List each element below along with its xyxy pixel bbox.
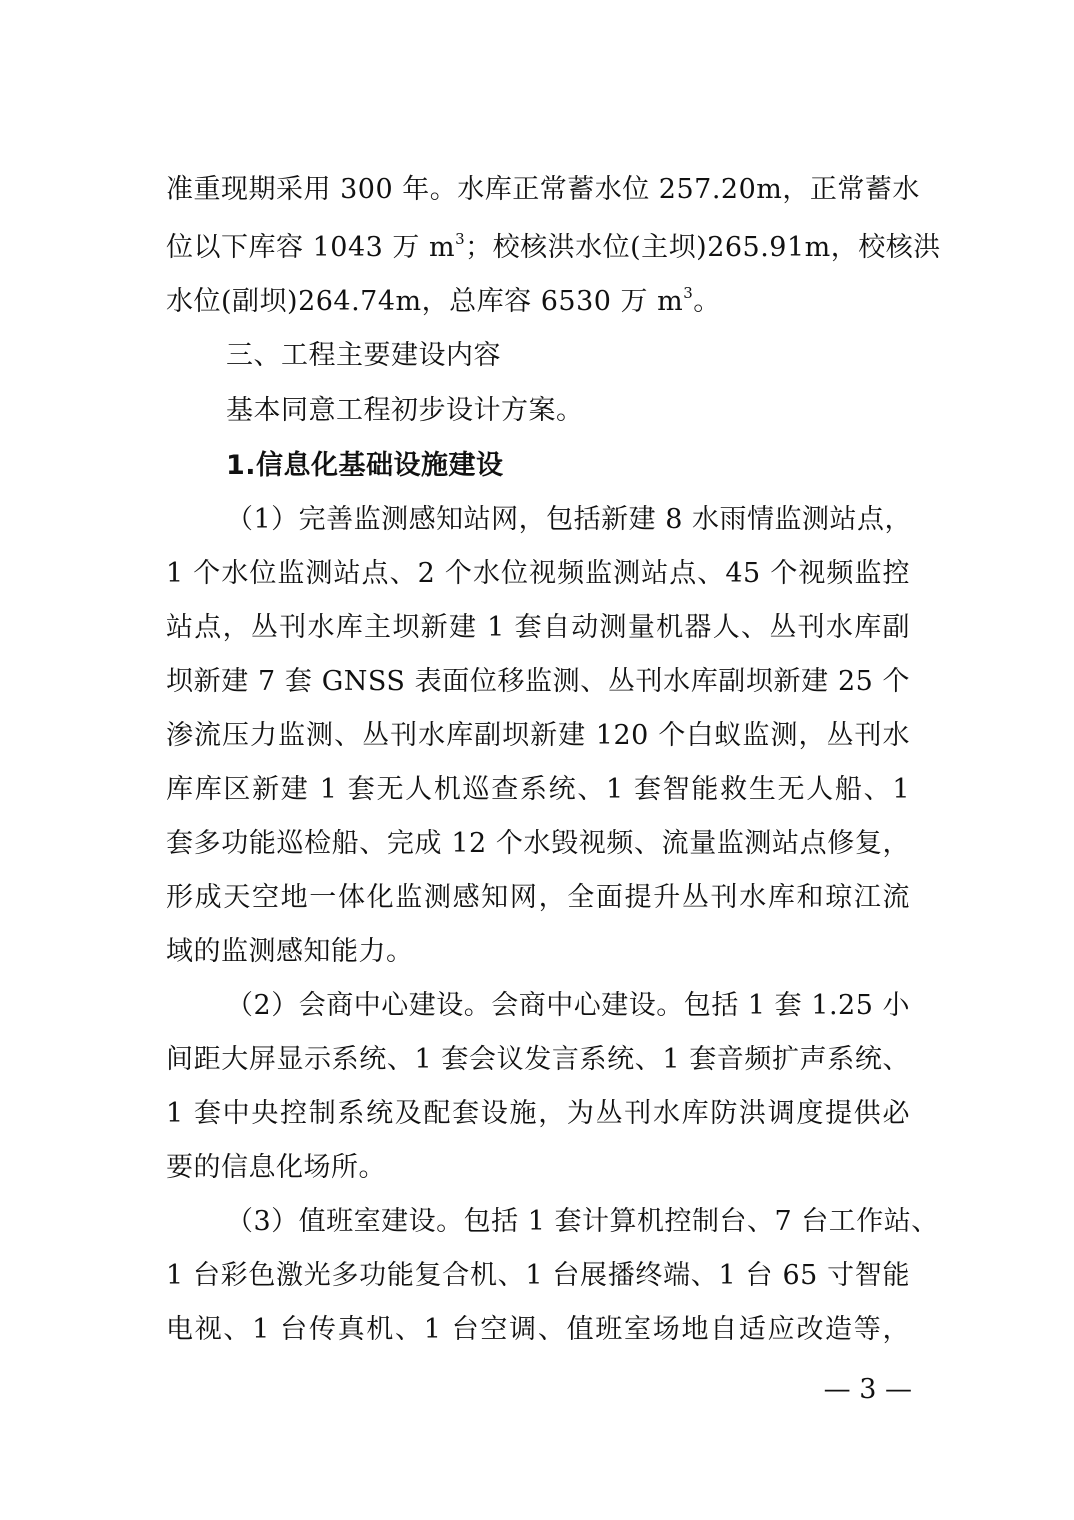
item1-line: 1 个水位监测站点、2 个水位视频监测站点、45 个视频监控 bbox=[166, 558, 910, 589]
intro-line-3-text-post: 。 bbox=[693, 286, 721, 317]
item1-line: 库库区新建 1 套无人机巡查系统、1 套智能救生无人船、1 bbox=[166, 774, 910, 805]
item1-line: 域的监测感知能力。 bbox=[166, 936, 414, 967]
item1-line: 形成天空地一体化监测感知网，全面提升丛刊水库和琼江流 bbox=[166, 882, 910, 913]
intro-line-2-text-post: ；校核洪水位(主坝)265.91m，校核洪 bbox=[465, 232, 941, 263]
intro-line-2-text-pre: 位以下库容 1043 万 m bbox=[166, 232, 456, 263]
item3-line: 电视、1 台传真机、1 台空调、值班室场地自适应改造等， bbox=[166, 1314, 910, 1345]
intro-line-3 bbox=[166, 282, 910, 322]
item1-line: 坝新建 7 套 GNSS 表面位移监测、丛刊水库副坝新建 25 个 bbox=[166, 666, 910, 697]
item3-line: 1 台彩色激光多功能复合机、1 台展播终端、1 台 65 寸智能 bbox=[166, 1260, 910, 1291]
section-heading: 三、工程主要建设内容 bbox=[226, 340, 501, 371]
superscript-3: 3 bbox=[455, 230, 466, 248]
item2-line: （2）会商中心建设。会商中心建设。包括 1 套 1.25 小 bbox=[226, 990, 910, 1021]
page-number: — 3 — bbox=[823, 1374, 912, 1405]
item2-line: 间距大屏显示系统、1 套会议发言系统、1 套音频扩声系统、 bbox=[166, 1044, 910, 1075]
item1-line: 站点，丛刊水库主坝新建 1 套自动测量机器人、丛刊水库副 bbox=[166, 612, 910, 643]
item1-line: 渗流压力监测、丛刊水库副坝新建 120 个白蚁监测，丛刊水 bbox=[166, 720, 910, 751]
item3-line: （3）值班室建设。包括 1 套计算机控制台、7 台工作站、 bbox=[226, 1206, 939, 1237]
item1-line: 套多功能巡检船、完成 12 个水毁视频、流量监测站点修复， bbox=[166, 828, 910, 859]
subsection-heading: 1.信息化基础设施建设 bbox=[226, 450, 504, 481]
section-intro: 基本同意工程初步设计方案。 bbox=[226, 395, 584, 426]
item1-line: （1）完善监测感知站网，包括新建 8 水雨情监测站点， bbox=[226, 504, 913, 535]
intro-line-1: 准重现期采用 300 年。水库正常蓄水位 257.20m，正常蓄水 bbox=[166, 174, 920, 205]
item2-line: 要的信息化场所。 bbox=[166, 1152, 386, 1183]
intro-line-2 bbox=[166, 228, 941, 268]
superscript-3: 3 bbox=[683, 284, 694, 302]
item2-line: 1 套中央控制系统及配套设施，为丛刊水库防洪调度提供必 bbox=[166, 1098, 910, 1129]
intro-line-3-text-pre: 水位(副坝)264.74m，总库容 6530 万 m bbox=[166, 286, 684, 317]
